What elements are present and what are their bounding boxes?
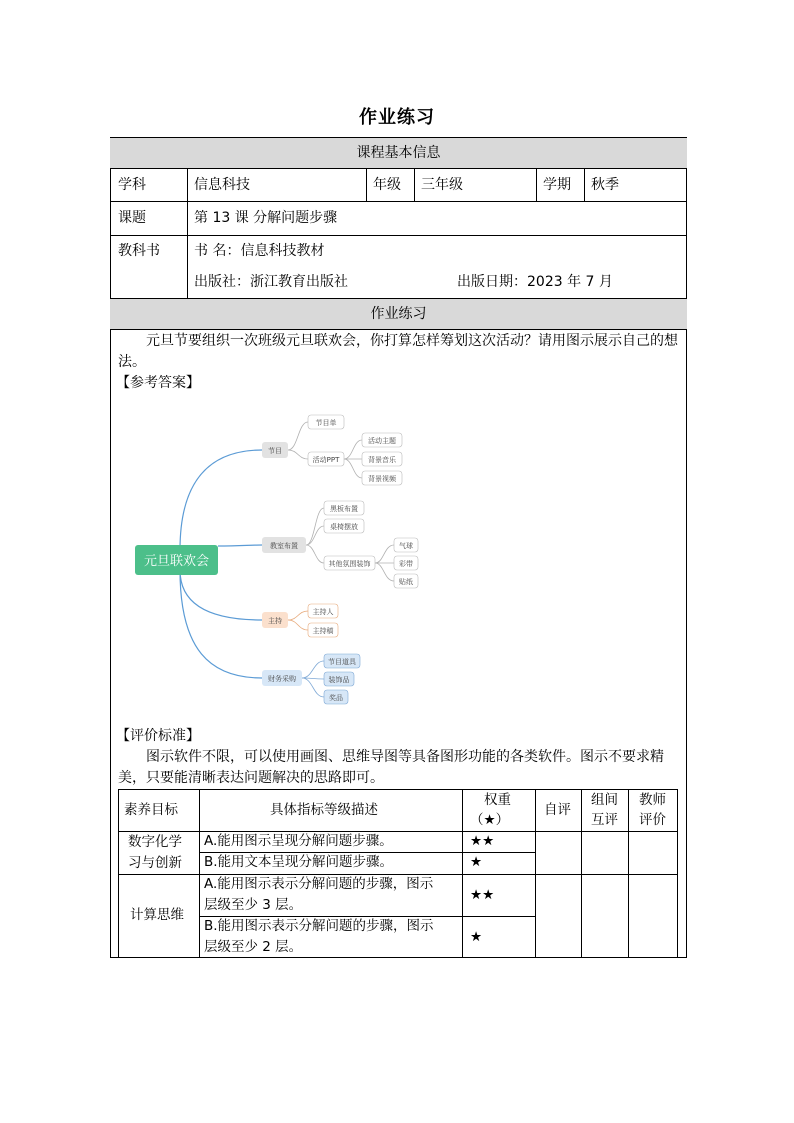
book-name: 书 名：信息科技教材 [194, 243, 325, 259]
mm-node-desks: 桌椅摆放 [330, 523, 358, 531]
rubric-header-weight: 权重 [484, 792, 511, 808]
grade-value: 三年级 [421, 177, 463, 193]
mm-node-props: 节目道具 [328, 658, 356, 666]
col-divider [536, 169, 537, 201]
mm-node-theme: 活动主题 [368, 437, 396, 445]
goal-digital-a: A.能用图示呈现分解问题步骤。 [204, 833, 393, 849]
mm-node-prizes: 奖品 [329, 694, 343, 702]
publish-date: 出版日期：2023 年 7 月 [457, 274, 613, 290]
page-title: 作业练习 [359, 107, 435, 128]
publisher: 出版社：浙江教育出版社 [194, 274, 348, 290]
subject-label: 学科 [118, 177, 146, 193]
mm-node-program-list: 节目单 [315, 419, 337, 427]
goal-comp-b-2: 层级至少 2 层。 [204, 939, 303, 955]
eval-text: 图示软件不限，可以使用画图、思维导图等具备图形功能的各类软件。图示不要求精美，只要能清晰表达问题解决的思路即可。 [118, 749, 664, 786]
course-info-header: 课程基本信息 [110, 137, 687, 169]
rubric-header-goal: 素养目标 [124, 802, 178, 818]
goal-computational: 计算思维 [130, 907, 184, 923]
term-value: 秋季 [591, 177, 619, 193]
mm-node-sticker: 贴纸 [399, 578, 413, 586]
mm-node-video: 背景视频 [368, 475, 396, 483]
mm-node-ppt: 活动PPT [312, 456, 340, 464]
goal-comp-a-weight: ★★ [470, 887, 495, 903]
mm-node-host: 主持 [268, 617, 282, 625]
mm-node-classroom: 教室布置 [270, 542, 298, 550]
mm-node-balloon: 气球 [399, 542, 413, 550]
rubric-header-teacher-2: 评价 [639, 812, 666, 828]
col-divider [584, 169, 585, 201]
row-divider [110, 201, 687, 202]
goal-digital-1: 数字化学 [128, 834, 182, 850]
mm-node-host-script: 主持稿 [312, 627, 334, 635]
term-label: 学期 [543, 177, 571, 193]
col-divider [414, 169, 415, 201]
rubric-header-teacher-1: 教师 [639, 792, 666, 808]
rubric-header-weight-star: （★） [470, 812, 510, 828]
mm-node-ribbon: 彩带 [399, 560, 413, 568]
textbook-label: 教科书 [118, 243, 160, 259]
goal-digital-b: B.能用文本呈现分解问题步骤。 [204, 854, 394, 870]
answer-label: 【参考答案】 [116, 375, 200, 391]
mind-map [120, 400, 440, 720]
mm-node-decorations: 装饰品 [328, 676, 350, 684]
col-divider [366, 169, 367, 201]
grade-label: 年级 [373, 177, 401, 193]
mind-map-root [135, 545, 218, 575]
eval-label: 【评价标准】 [116, 728, 200, 744]
mm-node-host-person: 主持人 [312, 608, 334, 616]
mm-node-program: 节目 [268, 447, 282, 455]
mm-node-decor: 其他氛围装饰 [328, 560, 371, 568]
rubric-header-self: 自评 [544, 802, 571, 818]
mm-node-finance: 财务采购 [268, 675, 296, 683]
question-text: 元旦节要组织一次班级元旦联欢会，你打算怎样筹划这次活动？请用图示展示自己的想法。 [118, 333, 678, 370]
col-divider [187, 169, 188, 298]
rubric-row [118, 831, 678, 832]
goal-comp-a-2: 层级至少 3 层。 [204, 897, 303, 913]
goal-comp-b-weight: ★ [470, 929, 483, 945]
mm-node-blackboard: 黑板布置 [330, 505, 358, 513]
mind-map-root-label: 元旦联欢会 [143, 554, 210, 569]
goal-comp-a-1: A.能用图示表示分解问题的步骤，图示 [204, 876, 434, 892]
rubric-header-peer-2: 互评 [591, 812, 618, 828]
goal-digital-2: 习与创新 [128, 855, 182, 871]
topic-value: 第 13 课 分解问题步骤 [194, 210, 338, 226]
topic-label: 课题 [118, 210, 146, 226]
row-divider [110, 235, 687, 236]
exercise-header: 作业练习 [110, 298, 687, 330]
rubric-header-peer-1: 组间 [591, 792, 618, 808]
rubric-header-desc: 具体指标等级描述 [270, 802, 378, 818]
goal-digital-a-weight: ★★ [470, 833, 495, 849]
mm-node-music: 背景音乐 [368, 456, 396, 464]
goal-comp-b-1: B.能用图示表示分解问题的步骤，图示 [204, 918, 434, 934]
goal-digital-b-weight: ★ [470, 854, 483, 870]
subject-value: 信息科技 [194, 177, 250, 193]
